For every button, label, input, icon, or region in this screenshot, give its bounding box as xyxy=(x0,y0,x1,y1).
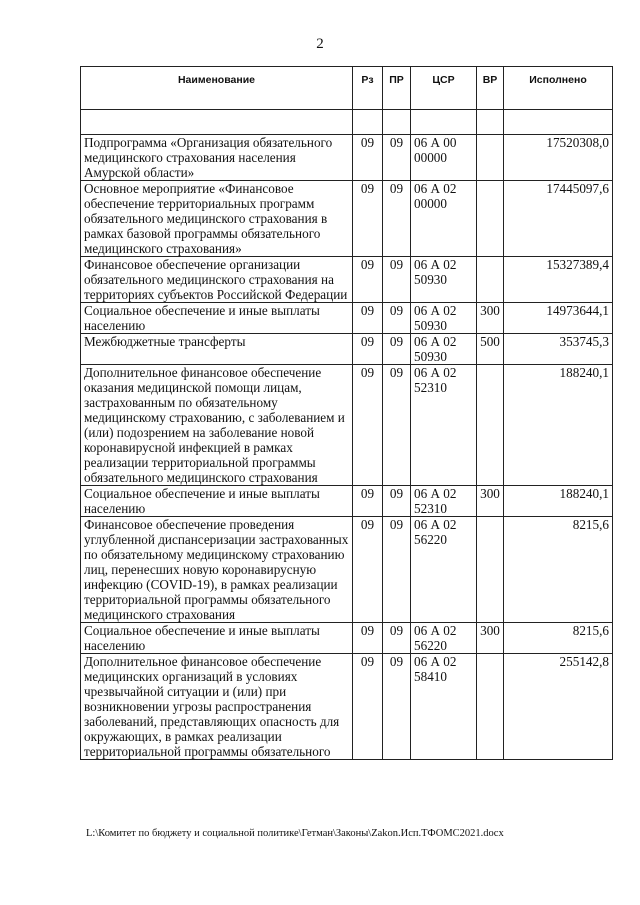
row-name: Межбюджетные трансферты xyxy=(81,334,353,365)
row-executed: 15327389,4 xyxy=(504,257,613,303)
table-row xyxy=(81,654,613,760)
row-vr: 500 xyxy=(477,334,504,365)
row-executed: 255142,8 xyxy=(504,654,613,760)
row-pr: 09 xyxy=(383,486,411,517)
row-name: Дополнительное финансовое обеспечение оказания медицинской помощи лицам, застрахованным по обязательному медицинскому страхованию, с заболеванием и (или) подозрением на заболевание новой коронавирусной инфекцией в рамках реализации территориальной программы обязательного медицинского страхования xyxy=(81,365,353,486)
row-executed: 8215,6 xyxy=(504,517,613,623)
row-vr: 300 xyxy=(477,486,504,517)
row-rz: 09 xyxy=(353,517,383,623)
header-csr: ЦСР xyxy=(411,67,477,110)
table-row xyxy=(81,623,613,654)
row-executed: 8215,6 xyxy=(504,623,613,654)
row-pr: 09 xyxy=(383,303,411,334)
row-pr: 09 xyxy=(383,517,411,623)
row-csr: 06 А 02 50930 xyxy=(411,334,477,365)
row-rz: 09 xyxy=(353,623,383,654)
row-rz: 09 xyxy=(353,365,383,486)
row-executed: 353745,3 xyxy=(504,334,613,365)
row-pr: 09 xyxy=(383,654,411,760)
row-name: Социальное обеспечение и иные выплаты населению xyxy=(81,486,353,517)
row-vr xyxy=(477,135,504,181)
budget-execution-table xyxy=(80,66,613,760)
row-csr: 06 А 02 00000 xyxy=(411,181,477,257)
page-number: 2 xyxy=(316,36,324,52)
table-row xyxy=(81,365,613,486)
header-name: Наименование xyxy=(81,67,353,110)
row-rz: 09 xyxy=(353,303,383,334)
row-csr: 06 А 02 56220 xyxy=(411,623,477,654)
row-pr: 09 xyxy=(383,334,411,365)
row-executed: 17520308,0 xyxy=(504,135,613,181)
row-rz: 09 xyxy=(353,334,383,365)
row-pr: 09 xyxy=(383,257,411,303)
row-rz: 09 xyxy=(353,257,383,303)
row-pr: 09 xyxy=(383,135,411,181)
row-rz: 09 xyxy=(353,181,383,257)
row-pr: 09 xyxy=(383,365,411,486)
row-name: Финансовое обеспечение проведения углубленной диспансеризации застрахованных по обязательному медицинскому страхованию лиц, перенесших новую коронавирусную инфекцию (COVID-19), в рамках реализации территориальной программы обязательного медицинского страхования xyxy=(81,517,353,623)
table-header-row xyxy=(81,67,613,110)
header-rz: Рз xyxy=(353,67,383,110)
row-pr: 09 xyxy=(383,623,411,654)
header-executed: Исполнено xyxy=(504,67,613,110)
row-name: Основное мероприятие «Финансовое обеспечение территориальных программ обязательного медицинского страхования в рамках базовой программы обязательного медицинского страхования» xyxy=(81,181,353,257)
row-name: Социальное обеспечение и иные выплаты населению xyxy=(81,303,353,334)
row-vr xyxy=(477,654,504,760)
empty-spacer-row xyxy=(81,110,613,135)
row-rz: 09 xyxy=(353,135,383,181)
row-csr: 06 А 02 58410 xyxy=(411,654,477,760)
table-row xyxy=(81,181,613,257)
row-vr xyxy=(477,365,504,486)
row-vr xyxy=(477,181,504,257)
row-csr: 06 А 02 52310 xyxy=(411,486,477,517)
file-path-footer: L:\Комитет по бюджету и социальной политике\Гетман\Законы\Zakon.Исп.ТФОМС2021.docx xyxy=(86,828,504,839)
row-name: Дополнительное финансовое обеспечение медицинских организаций в условиях чрезвычайной ситуации и (или) при возникновении угрозы распространения заболеваний, представляющих опасность для окружающих, в рамках реализации территориальной программы обязательного xyxy=(81,654,353,760)
row-vr xyxy=(477,257,504,303)
row-name: Подпрограмма «Организация обязательного медицинского страхования населения Амурской области» xyxy=(81,135,353,181)
header-vr: ВР xyxy=(477,67,504,110)
row-rz: 09 xyxy=(353,486,383,517)
table-row xyxy=(81,517,613,623)
row-csr: 06 А 02 50930 xyxy=(411,257,477,303)
row-pr: 09 xyxy=(383,181,411,257)
table-row xyxy=(81,135,613,181)
header-pr: ПР xyxy=(383,67,411,110)
row-executed: 188240,1 xyxy=(504,486,613,517)
row-executed: 14973644,1 xyxy=(504,303,613,334)
table-row xyxy=(81,257,613,303)
row-csr: 06 А 02 52310 xyxy=(411,365,477,486)
row-csr: 06 А 00 00000 xyxy=(411,135,477,181)
row-csr: 06 А 02 50930 xyxy=(411,303,477,334)
table-row xyxy=(81,303,613,334)
table-row xyxy=(81,486,613,517)
row-executed: 17445097,6 xyxy=(504,181,613,257)
row-executed: 188240,1 xyxy=(504,365,613,486)
row-vr xyxy=(477,517,504,623)
row-name: Финансовое обеспечение организации обязательного медицинского страхования на территориях субъектов Российской Федерации xyxy=(81,257,353,303)
row-rz: 09 xyxy=(353,654,383,760)
row-vr: 300 xyxy=(477,303,504,334)
row-vr: 300 xyxy=(477,623,504,654)
row-name: Социальное обеспечение и иные выплаты населению xyxy=(81,623,353,654)
row-csr: 06 А 02 56220 xyxy=(411,517,477,623)
table-row xyxy=(81,334,613,365)
